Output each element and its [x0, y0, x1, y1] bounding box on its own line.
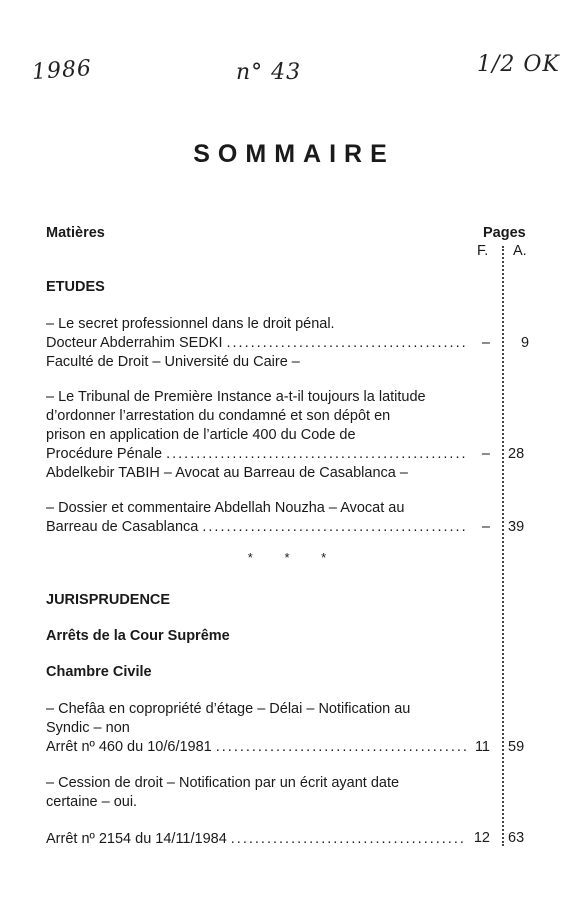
- dot-leader: [166, 445, 466, 464]
- page-f-value: –: [481, 519, 490, 535]
- page-a-value: 28: [508, 446, 525, 462]
- page-f-value: –: [481, 335, 490, 351]
- entry-line: Syndic – non: [46, 720, 130, 736]
- entry-line: – Dossier et commentaire Abdellah Nouzha – Avocat au: [46, 500, 405, 516]
- section-heading-etudes: ETUDES: [46, 279, 105, 295]
- dot-leader: [216, 738, 466, 757]
- entry-line: d’ordonner l’arrestation du condamné et son dépôt en: [46, 408, 391, 424]
- dot-leader: [202, 518, 466, 537]
- entry-line: certaine – oui.: [46, 794, 138, 810]
- page-f-value: 11: [474, 739, 490, 755]
- page-a-value: 63: [508, 830, 525, 846]
- entry-line-leader: [46, 445, 466, 464]
- page-title: SOMMAIRE: [193, 140, 395, 168]
- entry-text: Arrêt nº 460 du 10/6/1981: [46, 739, 212, 755]
- entry-text: Barreau de Casablanca: [46, 519, 199, 535]
- entry-line-leader: [46, 738, 466, 757]
- entry-line: Faculté de Droit – Université du Caire –: [46, 354, 300, 370]
- entry-line-leader: [46, 830, 466, 849]
- dot-leader: [227, 334, 467, 353]
- entry-line: – Le secret professionnel dans le droit pénal.: [46, 316, 335, 332]
- toc-entry-tribunal-premiere-instance: [46, 388, 466, 483]
- entry-text: Procédure Pénale: [46, 446, 163, 462]
- entry-text: Arrêt nº 2154 du 14/11/1984: [46, 831, 227, 847]
- page-f-value: 12: [473, 830, 490, 846]
- handwritten-check-note: 1/2 OK: [477, 52, 560, 77]
- entry-line: – Le Tribunal de Première Instance a-t-il toujours la latitude: [46, 389, 426, 405]
- column-divider: [502, 246, 504, 846]
- page-a-value: 39: [508, 519, 525, 535]
- page-a-value: 59: [508, 739, 525, 755]
- toc-entry-chefaa: [46, 700, 466, 757]
- page-a-value: 9: [521, 335, 530, 351]
- entry-line: – Cession de droit – Notification par un écrit ayant date: [46, 775, 400, 791]
- toc-entry-dossier-commentaire: [46, 499, 466, 537]
- entry-line: prison en application de l’article 400 du Code de: [46, 427, 356, 443]
- handwritten-year: 1986: [31, 55, 93, 86]
- entry-line-leader: [46, 334, 466, 353]
- dot-leader: [231, 830, 466, 849]
- entry-line: – Chefâa en copropriété d’étage – Délai – Notification au: [46, 701, 411, 717]
- subheading-cour-supreme: Arrêts de la Cour Suprême: [46, 628, 230, 644]
- handwritten-issue-number: n° 43: [236, 60, 302, 85]
- toc-entry-secret-professionnel: [46, 315, 466, 372]
- section-separator: * * *: [247, 550, 341, 565]
- entry-line: Abdelkebir TABIH – Avocat au Barreau de Casablanca –: [46, 465, 408, 481]
- entry-author: Docteur Abderrahim SEDKI: [46, 335, 223, 351]
- subheading-chambre-civile: Chambre Civile: [46, 664, 152, 680]
- column-header-a: A.: [513, 243, 527, 259]
- section-heading-jurisprudence: JURISPRUDENCE: [46, 592, 171, 608]
- toc-entry-cession-de-droit: [46, 774, 466, 849]
- column-header-matieres: Matières: [46, 225, 105, 241]
- column-header-f: F.: [477, 243, 489, 259]
- entry-line-leader: [46, 518, 466, 537]
- column-header-pages: Pages: [483, 225, 526, 241]
- page-f-value: –: [481, 446, 490, 462]
